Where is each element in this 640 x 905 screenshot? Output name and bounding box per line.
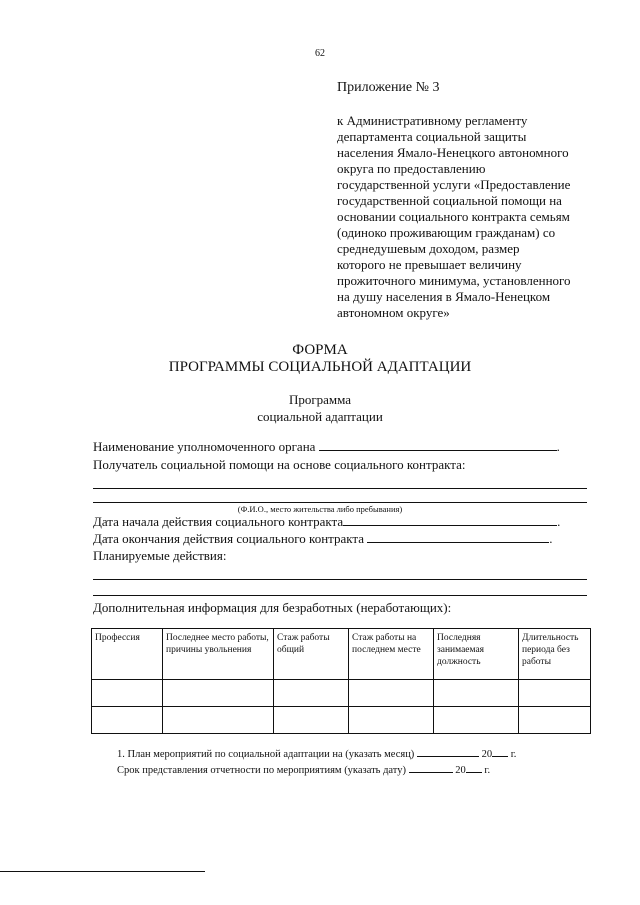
- authority-label: Наименование уполномоченного органа: [93, 439, 316, 454]
- regulation-line: среднедушевым доходом, размер: [337, 241, 520, 256]
- end-date-label: Дата окончания действия социального контракта: [93, 531, 365, 546]
- plan-year-prefix: 20: [481, 749, 493, 760]
- table-cell[interactable]: [434, 707, 519, 734]
- additional-info-label: Дополнительная информация для безработных (неработающих):: [93, 600, 452, 615]
- table-cell[interactable]: [519, 680, 591, 707]
- regulation-line: на душу населения в Ямало-Ненецком: [337, 289, 551, 304]
- planned-actions-label: Планируемые действия:: [93, 548, 227, 563]
- report-year-prefix: 20: [455, 765, 466, 776]
- header-total-experience: Стаж работы общий: [274, 629, 349, 680]
- header-unemployment-period: Длительность периода без работы: [519, 629, 591, 680]
- regulation-line: населения Ямало-Ненецкого автономного: [337, 145, 569, 160]
- table-cell[interactable]: [92, 680, 163, 707]
- plan-line-1: [117, 747, 516, 760]
- start-date-label: Дата начала действия социального контракта: [93, 514, 344, 529]
- table-cell[interactable]: [434, 680, 519, 707]
- start-date-input-line[interactable]: [343, 514, 557, 526]
- regulation-line: к Административному регламенту: [337, 113, 528, 128]
- regulation-line: которого не превышает величину: [337, 257, 522, 272]
- header-profession: Профессия: [92, 629, 163, 680]
- regulation-line: государственной услуги «Предоставление: [337, 177, 571, 192]
- footnote-divider: [0, 871, 205, 872]
- regulation-reference: [337, 113, 612, 321]
- regulation-line: прожиточного минимума, установленного: [337, 273, 571, 288]
- recipient-label: Получатель социальной помощи на основе социального контракта:: [93, 457, 466, 472]
- table-cell[interactable]: [92, 707, 163, 734]
- form-title: ФОРМА: [292, 342, 348, 358]
- form-subtitle: ПРОГРАММЫ СОЦИАЛЬНОЙ АДАПТАЦИИ: [168, 359, 472, 375]
- end-date-field: Дата окончания действия социального контракта .: [93, 531, 553, 546]
- page-number: 62: [315, 48, 325, 59]
- authority-field: Наименование уполномоченного органа .: [93, 439, 560, 454]
- report-date-input-line[interactable]: [409, 763, 453, 773]
- regulation-line: округа по предоставлению: [337, 161, 486, 176]
- recipient-line-2[interactable]: [93, 502, 587, 503]
- end-date-input-line[interactable]: [367, 531, 549, 543]
- table-cell[interactable]: [274, 680, 349, 707]
- report-year-suffix: г.: [484, 765, 491, 776]
- plan-year-input-line[interactable]: [492, 747, 508, 757]
- table-cell[interactable]: [274, 707, 349, 734]
- header-last-place-experience: Стаж работы на последнем месте: [349, 629, 434, 680]
- regulation-line: (одиноко проживающим гражданам) со: [337, 225, 556, 240]
- regulation-line: департамента социальной защиты: [337, 129, 527, 144]
- unemployment-table: [91, 628, 591, 734]
- plan-month-label: 1. План мероприятий по социальной адаптации на (указать месяц): [117, 749, 415, 760]
- regulation-line: автономном округе»: [337, 305, 450, 320]
- table-cell[interactable]: [349, 680, 434, 707]
- table-header-row: [92, 629, 591, 680]
- table-cell[interactable]: [163, 707, 274, 734]
- table-row: [92, 680, 591, 707]
- authority-input-line[interactable]: [319, 439, 557, 451]
- regulation-line: государственной социальной помощи на: [337, 193, 562, 208]
- recipient-hint: (Ф.И.О., место жительства либо пребывания): [237, 504, 403, 514]
- program-title: Программа: [288, 392, 352, 407]
- plan-line-2: [117, 763, 490, 776]
- table-cell[interactable]: [349, 707, 434, 734]
- planned-line-2[interactable]: [93, 595, 587, 596]
- report-year-input-line[interactable]: [466, 763, 482, 773]
- start-date-field: Дата начала действия социального контракта .: [93, 514, 561, 529]
- planned-line-1[interactable]: [93, 579, 587, 580]
- plan-year-suffix: г.: [510, 749, 517, 760]
- header-last-workplace: Последнее место работы, причины увольнения: [163, 629, 274, 680]
- table-cell[interactable]: [519, 707, 591, 734]
- recipient-line-1[interactable]: [93, 488, 587, 489]
- appendix-title: Приложение № 3: [337, 80, 440, 95]
- header-last-position: Последняя занимаемая должность: [434, 629, 519, 680]
- report-date-label: Срок представления отчетности по мероприятиям (указать дату): [117, 765, 407, 776]
- regulation-line: основании социального контракта семьям: [337, 209, 570, 224]
- plan-month-input-line[interactable]: [417, 747, 479, 757]
- program-subtitle: социальной адаптации: [257, 409, 383, 424]
- table-cell[interactable]: [163, 680, 274, 707]
- table-row: [92, 707, 591, 734]
